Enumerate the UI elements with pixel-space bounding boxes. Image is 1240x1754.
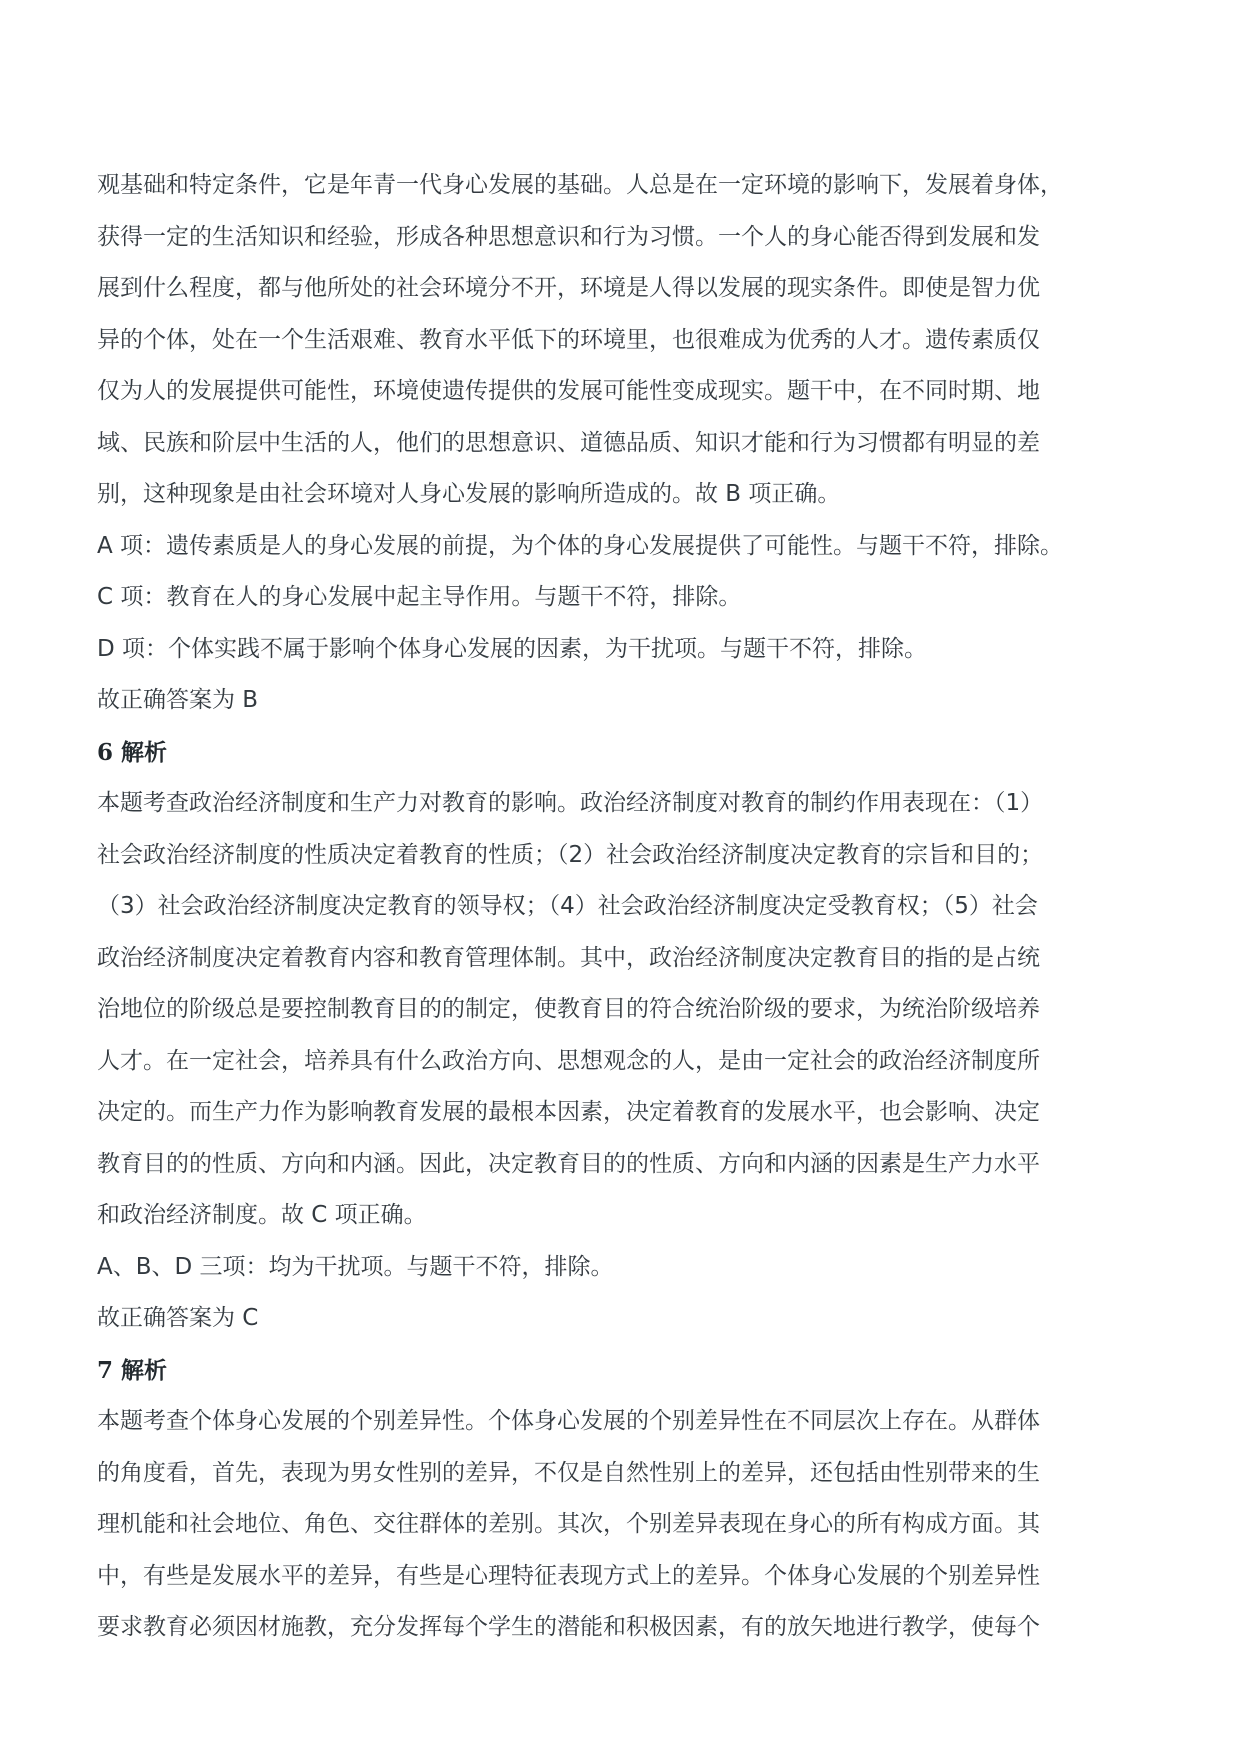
text-line: 社会政治经济制度的性质决定着教育的性质；（2）社会政治经济制度决定教育的宗旨和目的； bbox=[97, 841, 1044, 868]
text-line: D 项：个体实践不属于影响个体身心发展的因素，为干扰项。与题干不符，排除。 bbox=[97, 635, 928, 662]
text-line: 人才。在一定社会，培养具有什么政治方向、思想观念的人，是由一定社会的政治经济制度所 bbox=[97, 1047, 1040, 1074]
paragraph bbox=[97, 675, 1155, 727]
text-line: 展到什么程度，都与他所处的社会环境分不开，环境是人得以发展的现实条件。即使是智力优 bbox=[97, 275, 1040, 301]
section-heading bbox=[97, 727, 1155, 779]
text-line: 仅为人的发展提供可能性，环境使遗传提供的发展可能性变成现实。题干中，在不同时期、地 bbox=[97, 378, 1040, 404]
paragraph bbox=[97, 160, 1155, 521]
text-line: 的角度看，首先，表现为男女性别的差异，不仅是自然性别上的差异，还包括由性别带来的生 bbox=[97, 1459, 1040, 1486]
text-line: （3）社会政治经济制度决定教育的领导权；（4）社会政治经济制度决定受教育权；（5）社会 bbox=[97, 893, 1038, 919]
text-line: 7 解析 bbox=[97, 1356, 168, 1384]
text-line: 本题考查政治经济制度和生产力对教育的影响。政治经济制度对教育的制约作用表现在：（1） bbox=[97, 790, 1044, 816]
text-line: 教育目的的性质、方向和内涵。因此，决定教育目的的性质、方向和内涵的因素是生产力水平 bbox=[97, 1150, 1040, 1177]
text-line: 本题考查个体身心发展的个别差异性。个体身心发展的个别差异性在不同层次上存在。从群体 bbox=[97, 1408, 1040, 1434]
text-line: 别，这种现象是由社会环境对人身心发展的影响所造成的。故 B 项正确。 bbox=[97, 481, 841, 507]
text-line: 故正确答案为 B bbox=[97, 687, 259, 713]
text-line: C 项：教育在人的身心发展中起主导作用。与题干不符，排除。 bbox=[97, 584, 742, 610]
paragraph bbox=[97, 521, 1155, 573]
text-line: 中，有些是发展水平的差异，有些是心理特征表现方式上的差异。个体身心发展的个别差异性 bbox=[97, 1562, 1040, 1589]
paragraph bbox=[97, 1242, 1155, 1294]
section-heading bbox=[97, 1345, 1155, 1397]
text-line: 决定的。而生产力作为影响教育发展的最根本因素，决定着教育的发展水平，也会影响、决定 bbox=[97, 1099, 1040, 1125]
text-line: 和政治经济制度。故 C 项正确。 bbox=[97, 1202, 427, 1228]
text-line: 获得一定的生活知识和经验，形成各种思想意识和行为习惯。一个人的身心能否得到发展和发 bbox=[97, 223, 1040, 250]
paragraph bbox=[97, 572, 1155, 624]
paragraph bbox=[97, 1396, 1155, 1654]
text-line: 异的个体，处在一个生活艰难、教育水平低下的环境里，也很难成为优秀的人才。遗传素质仅 bbox=[97, 326, 1040, 353]
paragraph bbox=[97, 1293, 1155, 1345]
text-line: 治地位的阶级总是要控制教育目的的制定，使教育目的符合统治阶级的要求，为统治阶级培养 bbox=[97, 996, 1040, 1022]
text-line: 要求教育必须因材施教，充分发挥每个学生的潜能和积极因素，有的放矢地进行教学，使每个 bbox=[97, 1614, 1040, 1640]
text-line: 6 解析 bbox=[97, 738, 168, 766]
paragraph bbox=[97, 624, 1155, 676]
text-line: A 项：遗传素质是人的身心发展的前提，为个体的身心发展提供了可能性。与题干不符，排除。 bbox=[97, 532, 1064, 559]
text-line: A、B、D 三项：均为干扰项。与题干不符，排除。 bbox=[97, 1253, 614, 1280]
text-line: 政治经济制度决定着教育内容和教育管理体制。其中，政治经济制度决定教育目的指的是占统 bbox=[97, 944, 1040, 971]
document-page bbox=[97, 160, 1155, 1654]
paragraph bbox=[97, 778, 1155, 1242]
text-line: 故正确答案为 C bbox=[97, 1305, 259, 1331]
text-line: 理机能和社会地位、角色、交往群体的差别。其次，个别差异表现在身心的所有构成方面。其 bbox=[97, 1511, 1040, 1537]
text-line: 观基础和特定条件，它是年青一代身心发展的基础。人总是在一定环境的影响下，发展着身体， bbox=[97, 172, 1063, 198]
text-line: 域、民族和阶层中生活的人，他们的思想意识、道德品质、知识才能和行为习惯都有明显的差 bbox=[97, 429, 1040, 456]
